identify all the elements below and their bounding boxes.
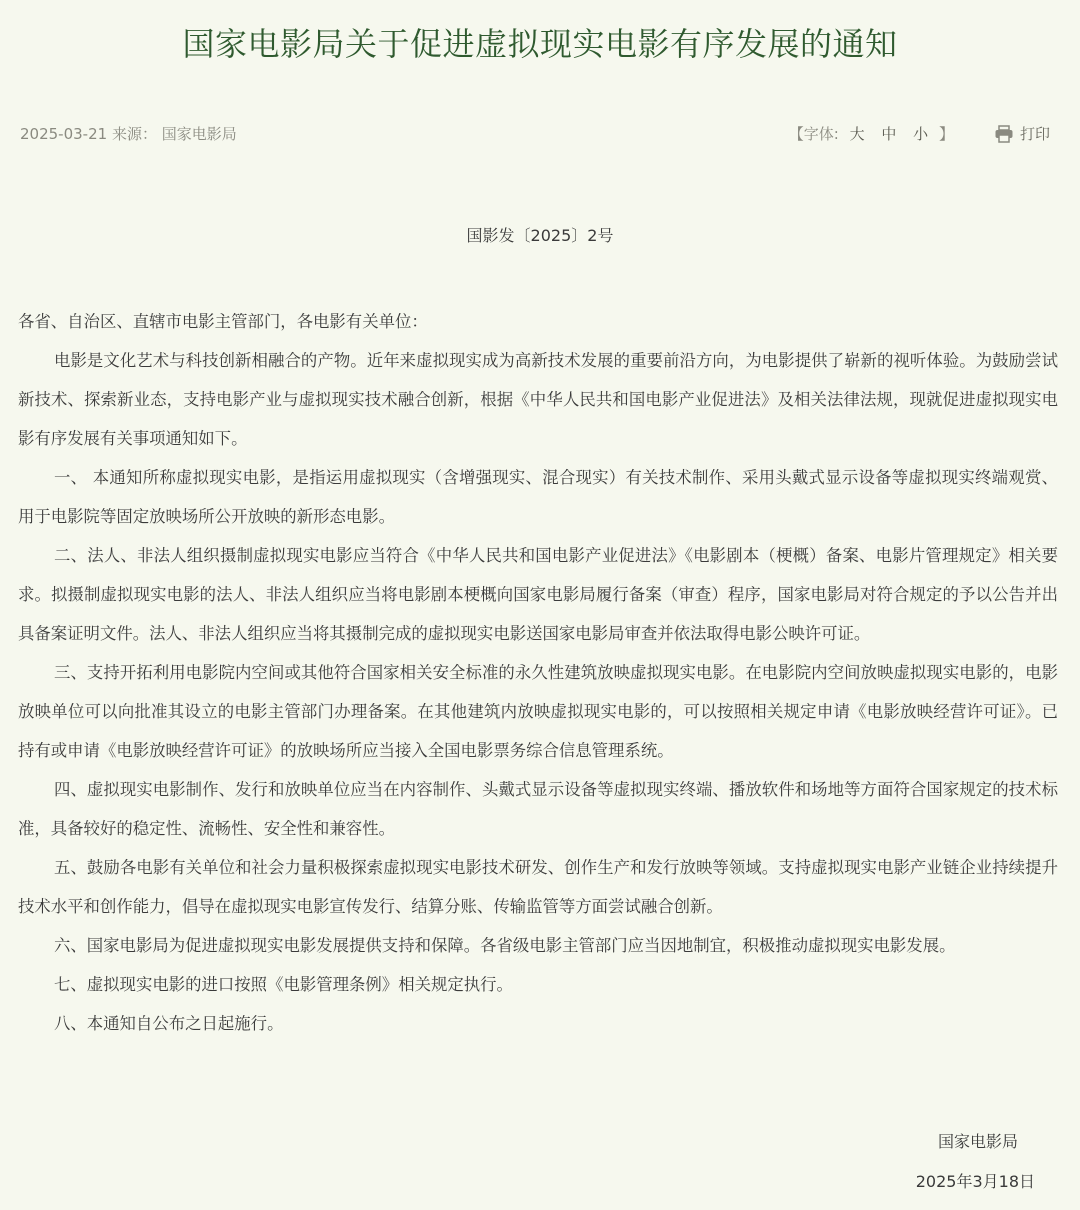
signer: 国家电影局 <box>937 1132 1018 1151</box>
print-button[interactable] <box>994 122 1050 146</box>
salutation: 各省、自治区、直辖市电影主管部门，各电影有关单位： <box>18 312 428 331</box>
publish-date: 2025-03-21 <box>20 125 108 143</box>
font-size-small[interactable]: 小 <box>913 125 929 143</box>
paragraph-1: 一、 本通知所称虚拟现实电影，是指运用虚拟现实（含增强现实、混合现实）有关技术制作、采用头戴式显示设备等虚拟现实终端观赏、用于电影院等固定放映场所公开放映的新形态电影。 <box>18 468 1058 526</box>
paragraph-7: 七、虚拟现实电影的进口按照《电影管理条例》相关规定执行。 <box>54 975 513 994</box>
meta-tools <box>789 122 1050 146</box>
article-body <box>18 302 1058 1043</box>
paragraph-6: 六、国家电影局为促进虚拟现实电影发展提供支持和保障。各省级电影主管部门应当因地制宜，积极推动虚拟现实电影发展。 <box>54 936 956 955</box>
printer-icon <box>994 125 1014 143</box>
font-size-close: 】 <box>938 125 954 143</box>
paragraph-5: 五、鼓励各电影有关单位和社会力量积极探索虚拟现实电影技术研发、创作生产和发行放映等领域。支持虚拟现实电影产业链企业持续提升技术水平和创作能力，倡导在虚拟现实电影宣传发行、结算分账、传输监管等方面尝试融合创新。 <box>18 858 1058 916</box>
font-size-selector <box>789 122 954 146</box>
font-size-medium[interactable]: 中 <box>881 125 897 143</box>
meta-info <box>20 122 237 146</box>
paragraph-3: 三、支持开拓利用电影院内空间或其他符合国家相关安全标准的永久性建筑放映虚拟现实电影。在电影院内空间放映虚拟现实电影的，电影放映单位可以向批准其设立的电影主管部门办理备案。在其他建筑内放映虚拟现实电影的，可以按照相关规定申请《电影放映经营许可证》。已持有或申请《电影放映经营许可证》的放映场所应当接入全国电影票务综合信息管理系统。 <box>18 663 1058 760</box>
paragraph-4: 四、虚拟现实电影制作、发行和放映单位应当在内容制作、头戴式显示设备等虚拟现实终端、播放软件和场地等方面符合国家规定的技术标准，具备较好的稳定性、流畅性、安全性和兼容性。 <box>18 780 1058 838</box>
paragraph-2: 二、法人、非法人组织摄制虚拟现实电影应当符合《中华人民共和国电影产业促进法》《电影剧本（梗概）备案、电影片管理规定》相关要求。拟摄制虚拟现实电影的法人、非法人组织应当将电影剧本梗概向国家电影局履行备案（审查）程序，国家电影局对符合规定的予以公告并出具备案证明文件。法人、非法人组织应当将其摄制完成的虚拟现实电影送国家电影局审查并依法取得电影公映许可证。 <box>18 546 1058 643</box>
signed-date: 2025年3月18日 <box>915 1172 1035 1191</box>
source-name: 国家电影局 <box>161 125 237 143</box>
print-label: 打印 <box>1019 125 1050 143</box>
paragraph-8: 八、本通知自公布之日起施行。 <box>54 1014 284 1033</box>
font-size-large[interactable]: 大 <box>849 125 865 143</box>
document-number: 国影发〔2025〕2号 <box>466 226 614 245</box>
paragraph-intro: 电影是文化艺术与科技创新相融合的产物。近年来虚拟现实成为高新技术发展的重要前沿方向，为电影提供了崭新的视听体验。为鼓励尝试新技术、探索新业态，支持电影产业与虚拟现实技术融合创新，根据《中华人民共和国电影产业促进法》及相关法律法规，现就促进虚拟现实电影有序发展有关事项通知如下。 <box>18 351 1058 448</box>
source-label: 来源： <box>111 125 157 143</box>
article-title: 国家电影局关于促进虚拟现实电影有序发展的通知 <box>182 25 898 63</box>
article-meta <box>20 122 1060 146</box>
font-size-label: 【字体: <box>788 125 839 143</box>
